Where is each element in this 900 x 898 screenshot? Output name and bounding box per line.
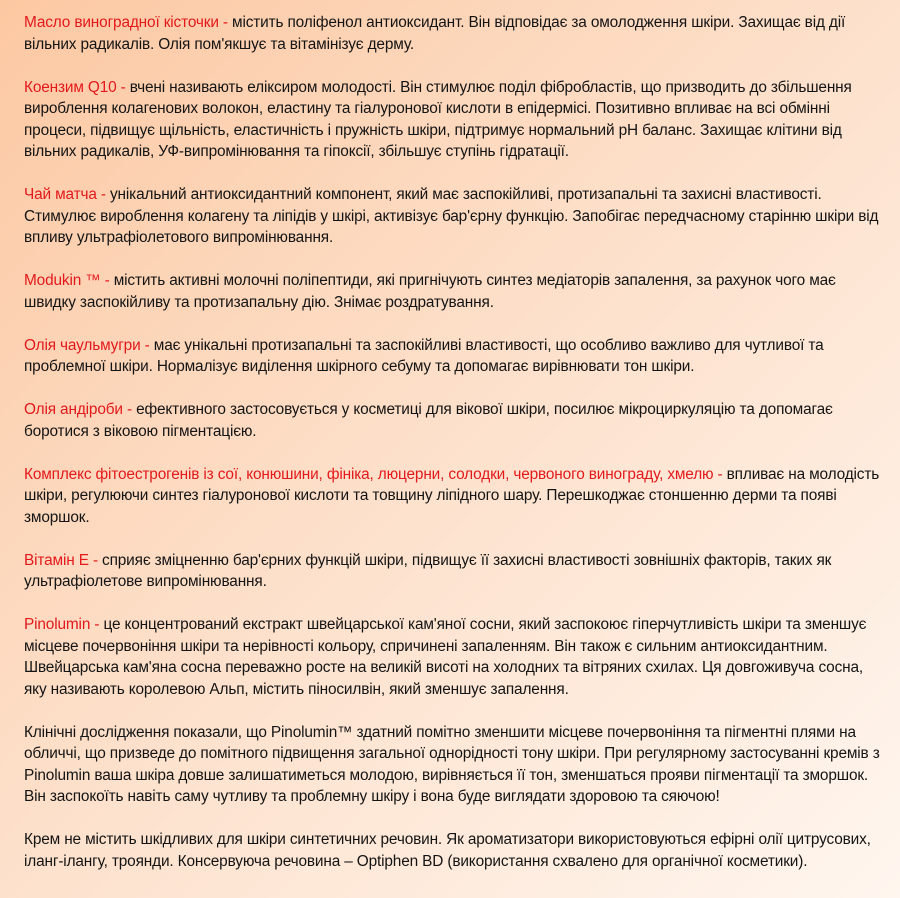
- ingredient-description: має унікальні протизапальні та заспокійливі властивості, що особливо важливо для чутливої та проблемної шкіри. Нормалізує виділення шкірного себуму та допомагає вирівнювати тон шкіри.: [24, 336, 824, 375]
- composition-note-paragraph: Крем не містить шкідливих для шкіри синтетичних речовин. Як ароматизатори використовуються ефірні олії цитрусових, іланг-ілангу, троянди. Консервуюча речовина – Optiphen BD (використання схвалено для органічної косметики).: [24, 831, 871, 870]
- ingredient-description: вчені називають еліксиром молодості. Він стимулює поділ фібробластів, що призводить до збільшення вироблення колагенових волокон, еластину та гіалуронової кислоти в епідермісі. Позитивно впливає на всі обмінні процеси, підвищує щільність, еластичність і пружність шкіри, підтримує нормальний pH баланс. Захищає клітини від вільних радикалів, УФ-випромінювання та гіпоксії, збільшує ступінь гідратації.: [24, 78, 852, 160]
- ingredient-andiroba-oil: [24, 399, 880, 442]
- ingredient-description: це концентрований екстракт швейцарської кам'яної сосни, який заспокоює гіперчутливість шкіри та зменшує місцеве почервоніння шкіри та нерівності кольору, спричинені запаленням. Він також є сильним антиоксидантним. Швейцарська кам'яна сосна переважно росте на великій висоті на холодних та вітряних схилах. Ця довгоживуча сосна, яку називають королевою Альп, містить піносилвін, який зменшує запалення.: [24, 616, 867, 698]
- ingredient-chaulmoogra-oil: [24, 335, 880, 378]
- ingredient-term: Масло виноградної кісточки -: [24, 14, 228, 31]
- ingredient-description: унікальний антиоксидантний компонент, який має заспокійливі, протизапальні та захисні властивості. Стимулює вироблення колагену та ліпідів у шкірі, активізує бар'єрну функцію. Запобігає передчасному старінню шкіри від впливу ультрафіолетового випромінювання.: [24, 186, 879, 246]
- ingredient-modukin: [24, 270, 880, 313]
- ingredient-matcha-tea: [24, 184, 880, 249]
- ingredient-phytoestrogen-complex: [24, 464, 880, 529]
- ingredient-description: сприяє зміцненню бар'єрних функцій шкіри, підвищує її захисні властивості зовнішніх факторів, таких як ультрафіолетове випромінювання.: [24, 551, 832, 590]
- ingredient-coenzyme-q10: [24, 77, 880, 163]
- ingredient-description: містить активні молочні поліпептиди, які пригнічують синтез медіаторів запалення, за рахунок чого має швидку заспокійливу та протизапальну дію. Знімає роздратування.: [24, 272, 836, 311]
- clinical-studies-paragraph: Клінічні дослідження показали, що Pinolumin™ здатний помітно зменшити місцеве почервоніння та пігментні плями на обличчі, що призведе до помітного підвищення загальної однорідності тону шкіри. При регулярному застосуванні кремів з Pinolumin ваша шкіра довше залишатиметься молодою, вирівняється її тон, зменшаться прояви пігментації та зморшок. Він заспокоїть навіть саму чутливу та проблемну шкіру і вона буде виглядати здоровою та сяючою!: [24, 723, 880, 805]
- ingredient-vitamin-e: [24, 550, 880, 593]
- ingredient-term: Олія андіроби -: [24, 401, 132, 418]
- ingredient-term: Pinolumin -: [24, 616, 100, 633]
- ingredient-description: містить поліфенол антиоксидант. Він відповідає за омолодження шкіри. Захищає від дії вільних радикалів. Олія пом'якшує та вітамінізує дерму.: [24, 14, 846, 53]
- ingredient-term: Олія чаульмугри -: [24, 336, 150, 354]
- ingredient-description: ефективного застосовується у косметиці для вікової шкіри, посилює мікроциркуляцію та допомагає боротися з віковою пігментацією.: [24, 401, 833, 440]
- ingredient-description: впливає на молодість шкіри, регулюючи синтез гіалуронової кислоти та товщину ліпідного шару. Перешкоджає стоншенню дерми та появі зморшок.: [24, 465, 880, 526]
- ingredient-pinolumin: [24, 614, 880, 700]
- ingredient-term: Вітамін E -: [24, 551, 98, 569]
- ingredient-term: Коензим Q10 -: [24, 78, 126, 96]
- ingredient-term: Чай матча -: [24, 186, 106, 203]
- ingredient-term: Modukin ™ -: [24, 272, 110, 289]
- ingredient-grape-seed-oil: [24, 12, 880, 55]
- ingredient-term: Комплекс фітоестрогенів із сої, конюшини, фініка, люцерни, солодки, червоного винограду, хмелю -: [24, 465, 723, 483]
